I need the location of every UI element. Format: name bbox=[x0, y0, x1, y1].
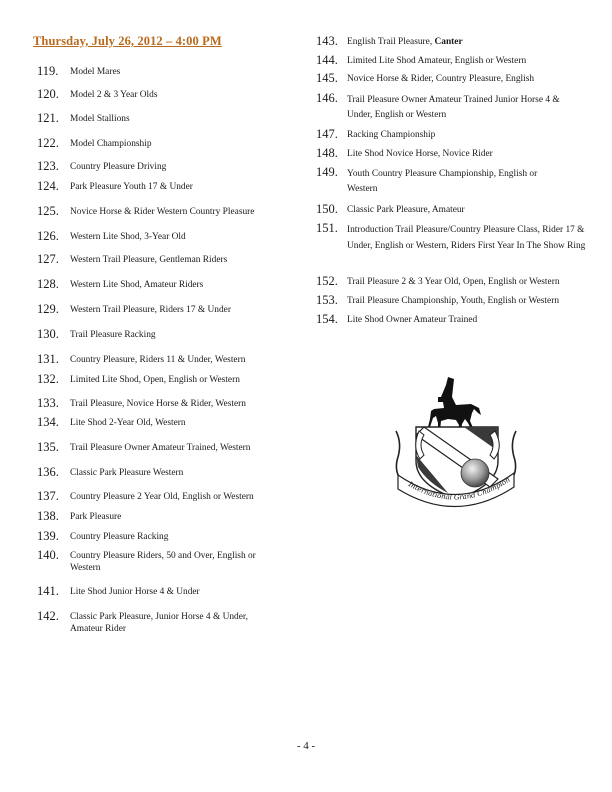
class-number: 145. bbox=[316, 71, 338, 85]
class-number: 148. bbox=[316, 146, 338, 160]
class-title: Model Stallions bbox=[70, 114, 130, 124]
horse-icon bbox=[428, 377, 481, 433]
class-number: 153. bbox=[316, 293, 338, 307]
class-number: 149. bbox=[316, 165, 338, 179]
class-title: Model 2 & 3 Year Olds bbox=[70, 90, 158, 100]
class-number: 134. bbox=[37, 415, 59, 429]
class-title: Western Trail Pleasure, Gentleman Riders bbox=[70, 255, 228, 265]
championship-crest-logo bbox=[386, 375, 526, 515]
class-number: 144. bbox=[316, 53, 338, 67]
class-title: Racking Championship bbox=[347, 130, 436, 140]
class-number: 136. bbox=[37, 465, 59, 479]
class-title: Classic Park Pleasure Western bbox=[70, 468, 184, 478]
class-number: 122. bbox=[37, 136, 59, 150]
class-title: Lite Shod Junior Horse 4 & Under bbox=[70, 587, 200, 597]
class-title: Country Pleasure Riders, 50 and Over, English or Western bbox=[70, 551, 256, 573]
class-title: Trail Pleasure Racking bbox=[70, 330, 156, 340]
class-number: 135. bbox=[37, 440, 59, 454]
class-number: 124. bbox=[37, 179, 59, 193]
class-number: 132. bbox=[37, 372, 59, 386]
class-title: Park Pleasure Youth 17 & Under bbox=[70, 182, 193, 192]
class-title: Western Lite Shod, 3-Year Old bbox=[70, 232, 186, 242]
class-number: 133. bbox=[37, 396, 59, 410]
class-number: 150. bbox=[316, 202, 338, 216]
class-number: 123. bbox=[37, 159, 59, 173]
class-number: 121. bbox=[37, 111, 59, 125]
class-title: Trail Pleasure Owner Amateur Trained, Western bbox=[70, 443, 251, 453]
class-title: Classic Park Pleasure, Junior Horse 4 & Under, Amateur Rider bbox=[70, 612, 248, 634]
class-number: 151. bbox=[316, 221, 338, 235]
class-title: Country Pleasure 2 Year Old, English or Western bbox=[70, 492, 254, 502]
class-title: Novice Horse & Rider, Country Pleasure, English bbox=[347, 74, 535, 84]
class-number: 119. bbox=[37, 64, 59, 78]
crest-banner-text: International Grand Champion bbox=[406, 475, 512, 502]
class-title: Western Lite Shod, Amateur Riders bbox=[70, 280, 204, 290]
class-title: Lite Shod Owner Amateur Trained bbox=[347, 315, 478, 325]
class-number: 131. bbox=[37, 352, 59, 366]
class-number: 138. bbox=[37, 509, 59, 523]
class-title: Classic Park Pleasure, Amateur bbox=[347, 205, 465, 215]
class-title: Trail Pleasure, Novice Horse & Rider, Western bbox=[70, 399, 246, 409]
class-title: Trail Pleasure 2 & 3 Year Old, Open, English or Western bbox=[347, 277, 560, 287]
class-title: Limited Lite Shod Amateur, English or Western bbox=[347, 56, 527, 66]
class-title: Lite Shod Novice Horse, Novice Rider bbox=[347, 149, 493, 159]
class-number: 126. bbox=[37, 229, 59, 243]
class-number: 140. bbox=[37, 548, 59, 562]
class-number: 139. bbox=[37, 529, 59, 543]
class-number: 130. bbox=[37, 327, 59, 341]
class-number: 129. bbox=[37, 302, 59, 316]
class-number: 120. bbox=[37, 87, 59, 101]
class-number: 141. bbox=[37, 584, 59, 598]
class-title: Western Trail Pleasure, Riders 17 & Under bbox=[70, 305, 231, 315]
class-number: 152. bbox=[316, 274, 338, 288]
class-number: 146. bbox=[316, 91, 338, 105]
class-number: 154. bbox=[316, 312, 338, 326]
crest-emblem-icon bbox=[386, 375, 526, 515]
class-title: Trail Pleasure Championship, Youth, English or Western bbox=[347, 296, 560, 306]
class-title: Model Mares bbox=[70, 67, 121, 77]
class-number: 127. bbox=[37, 252, 59, 266]
class-title-main: English Trail Pleasure, bbox=[347, 37, 435, 47]
class-title: Country Pleasure, Riders 11 & Under, Western bbox=[70, 355, 246, 365]
page-number: - 4 - bbox=[296, 740, 316, 752]
class-title: Introduction Trail Pleasure/Country Pleasure Class, Rider 17 & Under, English or Western, Riders First Year In The Show Ring bbox=[347, 225, 586, 251]
session-heading: Thursday, July 26, 2012 – 4:00 PM bbox=[33, 34, 222, 48]
class-title: Novice Horse & Rider Western Country Pleasure bbox=[70, 207, 255, 217]
class-number: 142. bbox=[37, 609, 59, 623]
class-title: Model Championship bbox=[70, 139, 152, 149]
class-title-emphasis: Canter bbox=[434, 37, 463, 47]
class-number: 137. bbox=[37, 489, 59, 503]
class-title: Limited Lite Shod, Open, English or Western bbox=[70, 375, 240, 385]
class-title: Lite Shod 2-Year Old, Western bbox=[70, 418, 186, 428]
class-title: Country Pleasure Racking bbox=[70, 532, 169, 542]
class-number: 143. bbox=[316, 34, 338, 48]
class-title: Country Pleasure Driving bbox=[70, 162, 167, 172]
class-number: 128. bbox=[37, 277, 59, 291]
class-title: Youth Country Pleasure Championship, English or Western bbox=[347, 169, 538, 194]
class-title bbox=[347, 36, 587, 48]
class-title: Park Pleasure bbox=[70, 512, 122, 522]
class-number: 147. bbox=[316, 127, 338, 141]
class-number: 125. bbox=[37, 204, 59, 218]
class-title: Trail Pleasure Owner Amateur Trained Junior Horse 4 & Under, English or Western bbox=[347, 95, 560, 120]
